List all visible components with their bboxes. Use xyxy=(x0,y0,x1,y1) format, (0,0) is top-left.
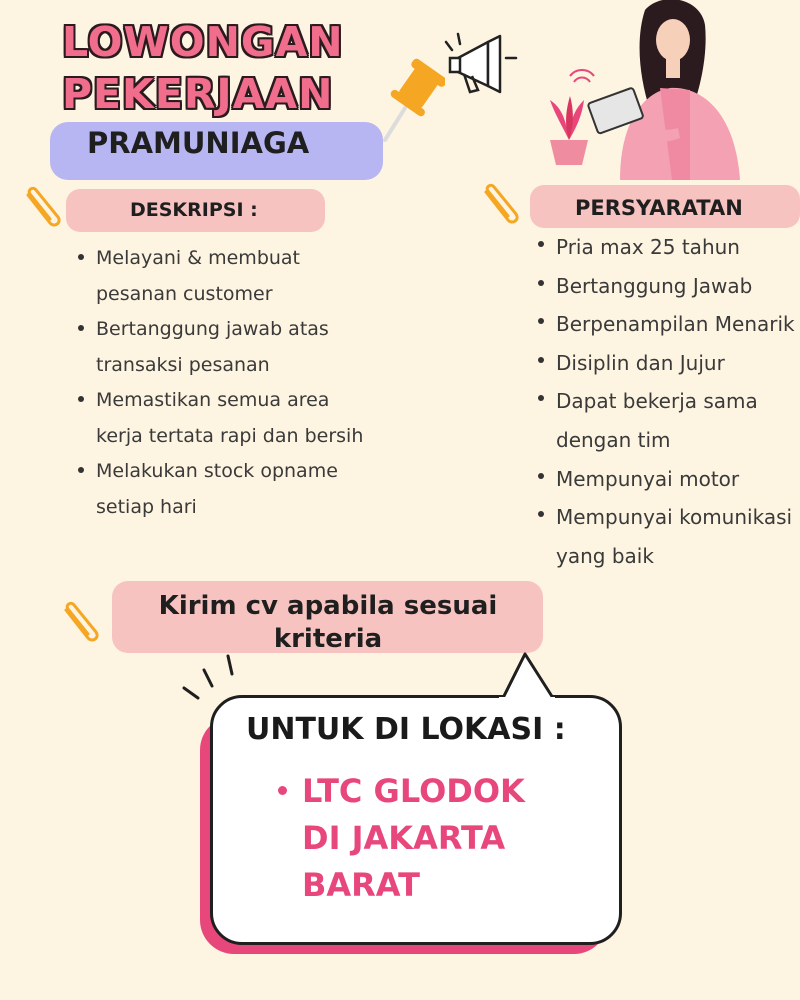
title-line-1: LOWONGAN xyxy=(62,18,344,66)
requirements-list xyxy=(538,228,800,575)
description-heading: DESKRIPSI : xyxy=(130,199,258,221)
cta-line-2: kriteria xyxy=(273,624,383,654)
woman-with-laptop-illustration xyxy=(540,0,785,180)
requirement-item: Dapat bekerja sama xyxy=(538,382,800,421)
requirement-item: Bertanggung Jawab xyxy=(538,267,800,306)
location-line: LTC GLODOK xyxy=(278,768,598,815)
requirement-item: Disiplin dan Jujur xyxy=(538,344,800,383)
location-list xyxy=(278,768,598,909)
requirement-item: Pria max 25 tahun xyxy=(538,228,800,267)
paperclip-icon xyxy=(480,180,524,228)
requirement-item: Berpenampilan Menarik xyxy=(538,305,800,344)
title-line-2: PEKERJAAN xyxy=(62,70,334,118)
paperclip-icon xyxy=(60,598,104,646)
location-heading: UNTUK DI LOKASI : xyxy=(246,712,566,747)
description-item: kerja tertata rapi dan bersih xyxy=(96,424,364,447)
description-list xyxy=(78,241,368,525)
cta-text xyxy=(118,590,538,656)
pushpin-icon xyxy=(365,50,445,160)
requirements-heading: PERSYARATAN xyxy=(575,196,743,220)
requirement-item: Mempunyai motor xyxy=(538,460,800,499)
requirement-item: Mempunyai komunikasi xyxy=(538,498,800,537)
paperclip-icon xyxy=(22,183,66,231)
requirement-item: dengan tim xyxy=(556,427,671,452)
position-title: PRAMUNIAGA xyxy=(87,126,310,160)
requirement-item: yang baik xyxy=(556,543,654,568)
megaphone-icon xyxy=(440,28,530,103)
description-item: Melakukan stock opname xyxy=(78,454,368,490)
speech-bubble-tail xyxy=(495,650,565,705)
description-item: Memastikan semua area xyxy=(78,383,368,419)
description-item: setiap hari xyxy=(96,495,197,518)
description-item: Bertanggung jawab atas xyxy=(78,312,368,348)
description-item: transaksi pesanan xyxy=(96,353,270,376)
description-item: Melayani & membuat xyxy=(78,241,368,277)
emphasis-lines-icon xyxy=(178,652,248,707)
location-line: BARAT xyxy=(302,866,420,904)
location-line: DI JAKARTA xyxy=(302,819,506,857)
description-item: pesanan customer xyxy=(96,282,273,305)
cta-line-1: Kirim cv apabila sesuai xyxy=(158,591,498,621)
